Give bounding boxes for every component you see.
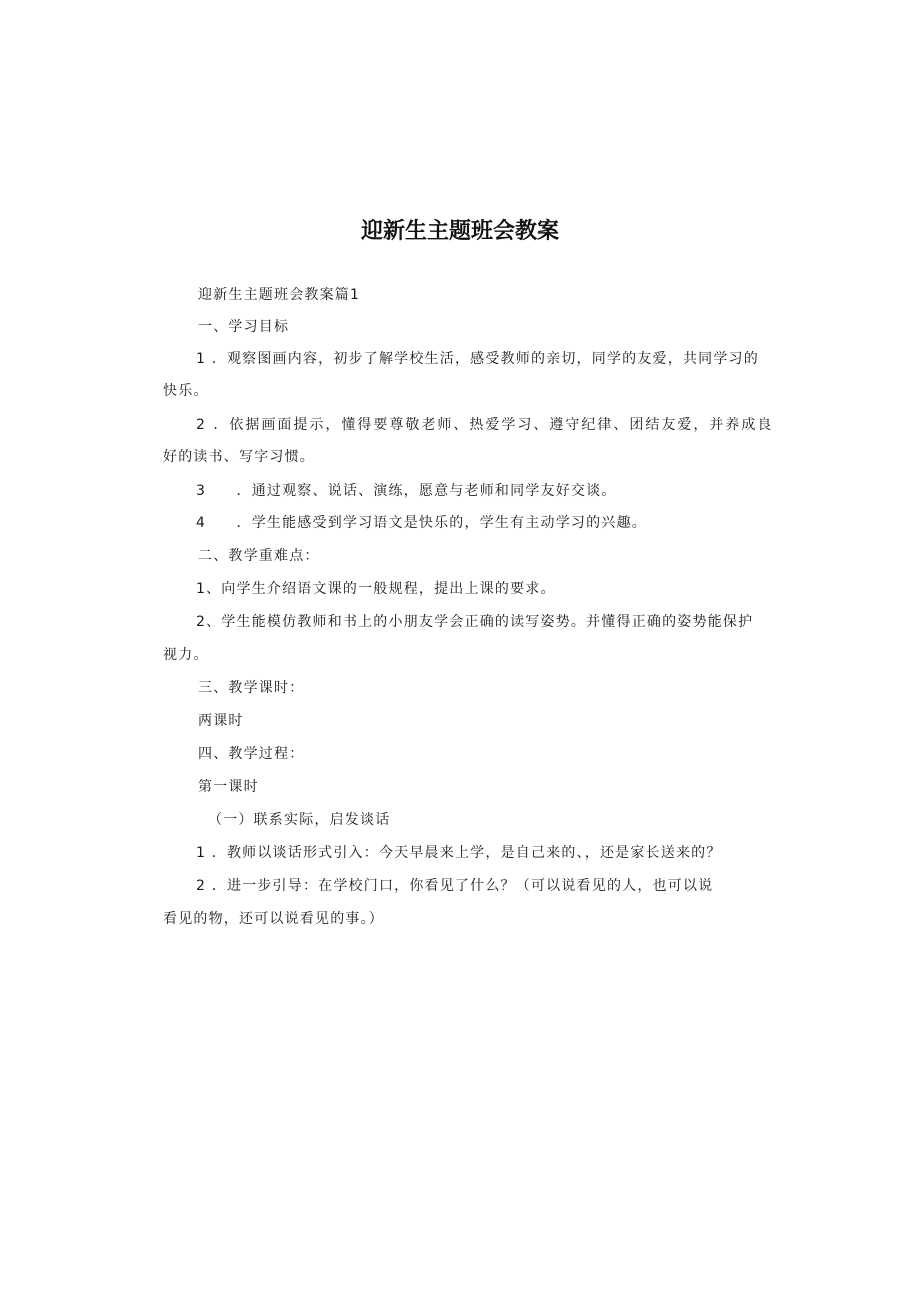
goal-1-line-1: 1 ．观察图画内容，初步了解学校生活，感受教师的亲切，同学的友爱，共同学习的 [196, 351, 759, 367]
goal-4: 4 ．学生能感受到学习语文是快乐的，学生有主动学习的兴趣。 [196, 515, 647, 531]
goal-3: 3 ．通过观察、说话、演练，愿意与老师和同学友好交谈。 [196, 483, 617, 499]
goal-2-line-2: 好的读书、写字习惯。 [163, 449, 315, 465]
teaching-hours: 两课时 [198, 713, 244, 729]
goal-2-line-1: 2 ．依据画面提示，懂得要尊敬老师、热爱学习、遵守纪律、团结友爱，并养成良 [196, 417, 774, 433]
document-title: 迎新生主题班会教案 [360, 219, 559, 244]
step-1: 1 ．教师以谈话形式引入：今天早晨来上学，是自己来的、，还是家长送来的？ [196, 845, 722, 861]
part-1-heading: （一）联系实际，启发谈话 [208, 812, 391, 828]
lesson-1-heading: 第一课时 [198, 779, 259, 795]
section-heading-key-points: 二、教学重难点： [198, 548, 320, 564]
goal-1-line-2: 快乐。 [163, 383, 209, 399]
key-point-1: 1、向学生介绍语文课的一般规程，提出上课的要求。 [196, 581, 556, 597]
section-heading-process: 四、教学过程： [198, 746, 305, 762]
step-2-line-1: 2 ．进一步引导：在学校门口，你看见了什么？（可以说看见的人，也可以说 [196, 878, 714, 894]
step-2-line-2: 看见的物，还可以说看见的事。） [163, 911, 384, 927]
section-heading-hours: 三、教学课时： [198, 680, 305, 696]
key-point-2-line-2: 视力。 [163, 647, 209, 663]
key-point-2-line-1: 2、学生能模仿教师和书上的小朋友学会正确的读写姿势。并懂得正确的姿势能保护 [196, 614, 754, 630]
section-heading-goals: 一、学习目标 [198, 319, 290, 335]
section-subtitle: 迎新生主题班会教案篇1 [198, 287, 361, 303]
